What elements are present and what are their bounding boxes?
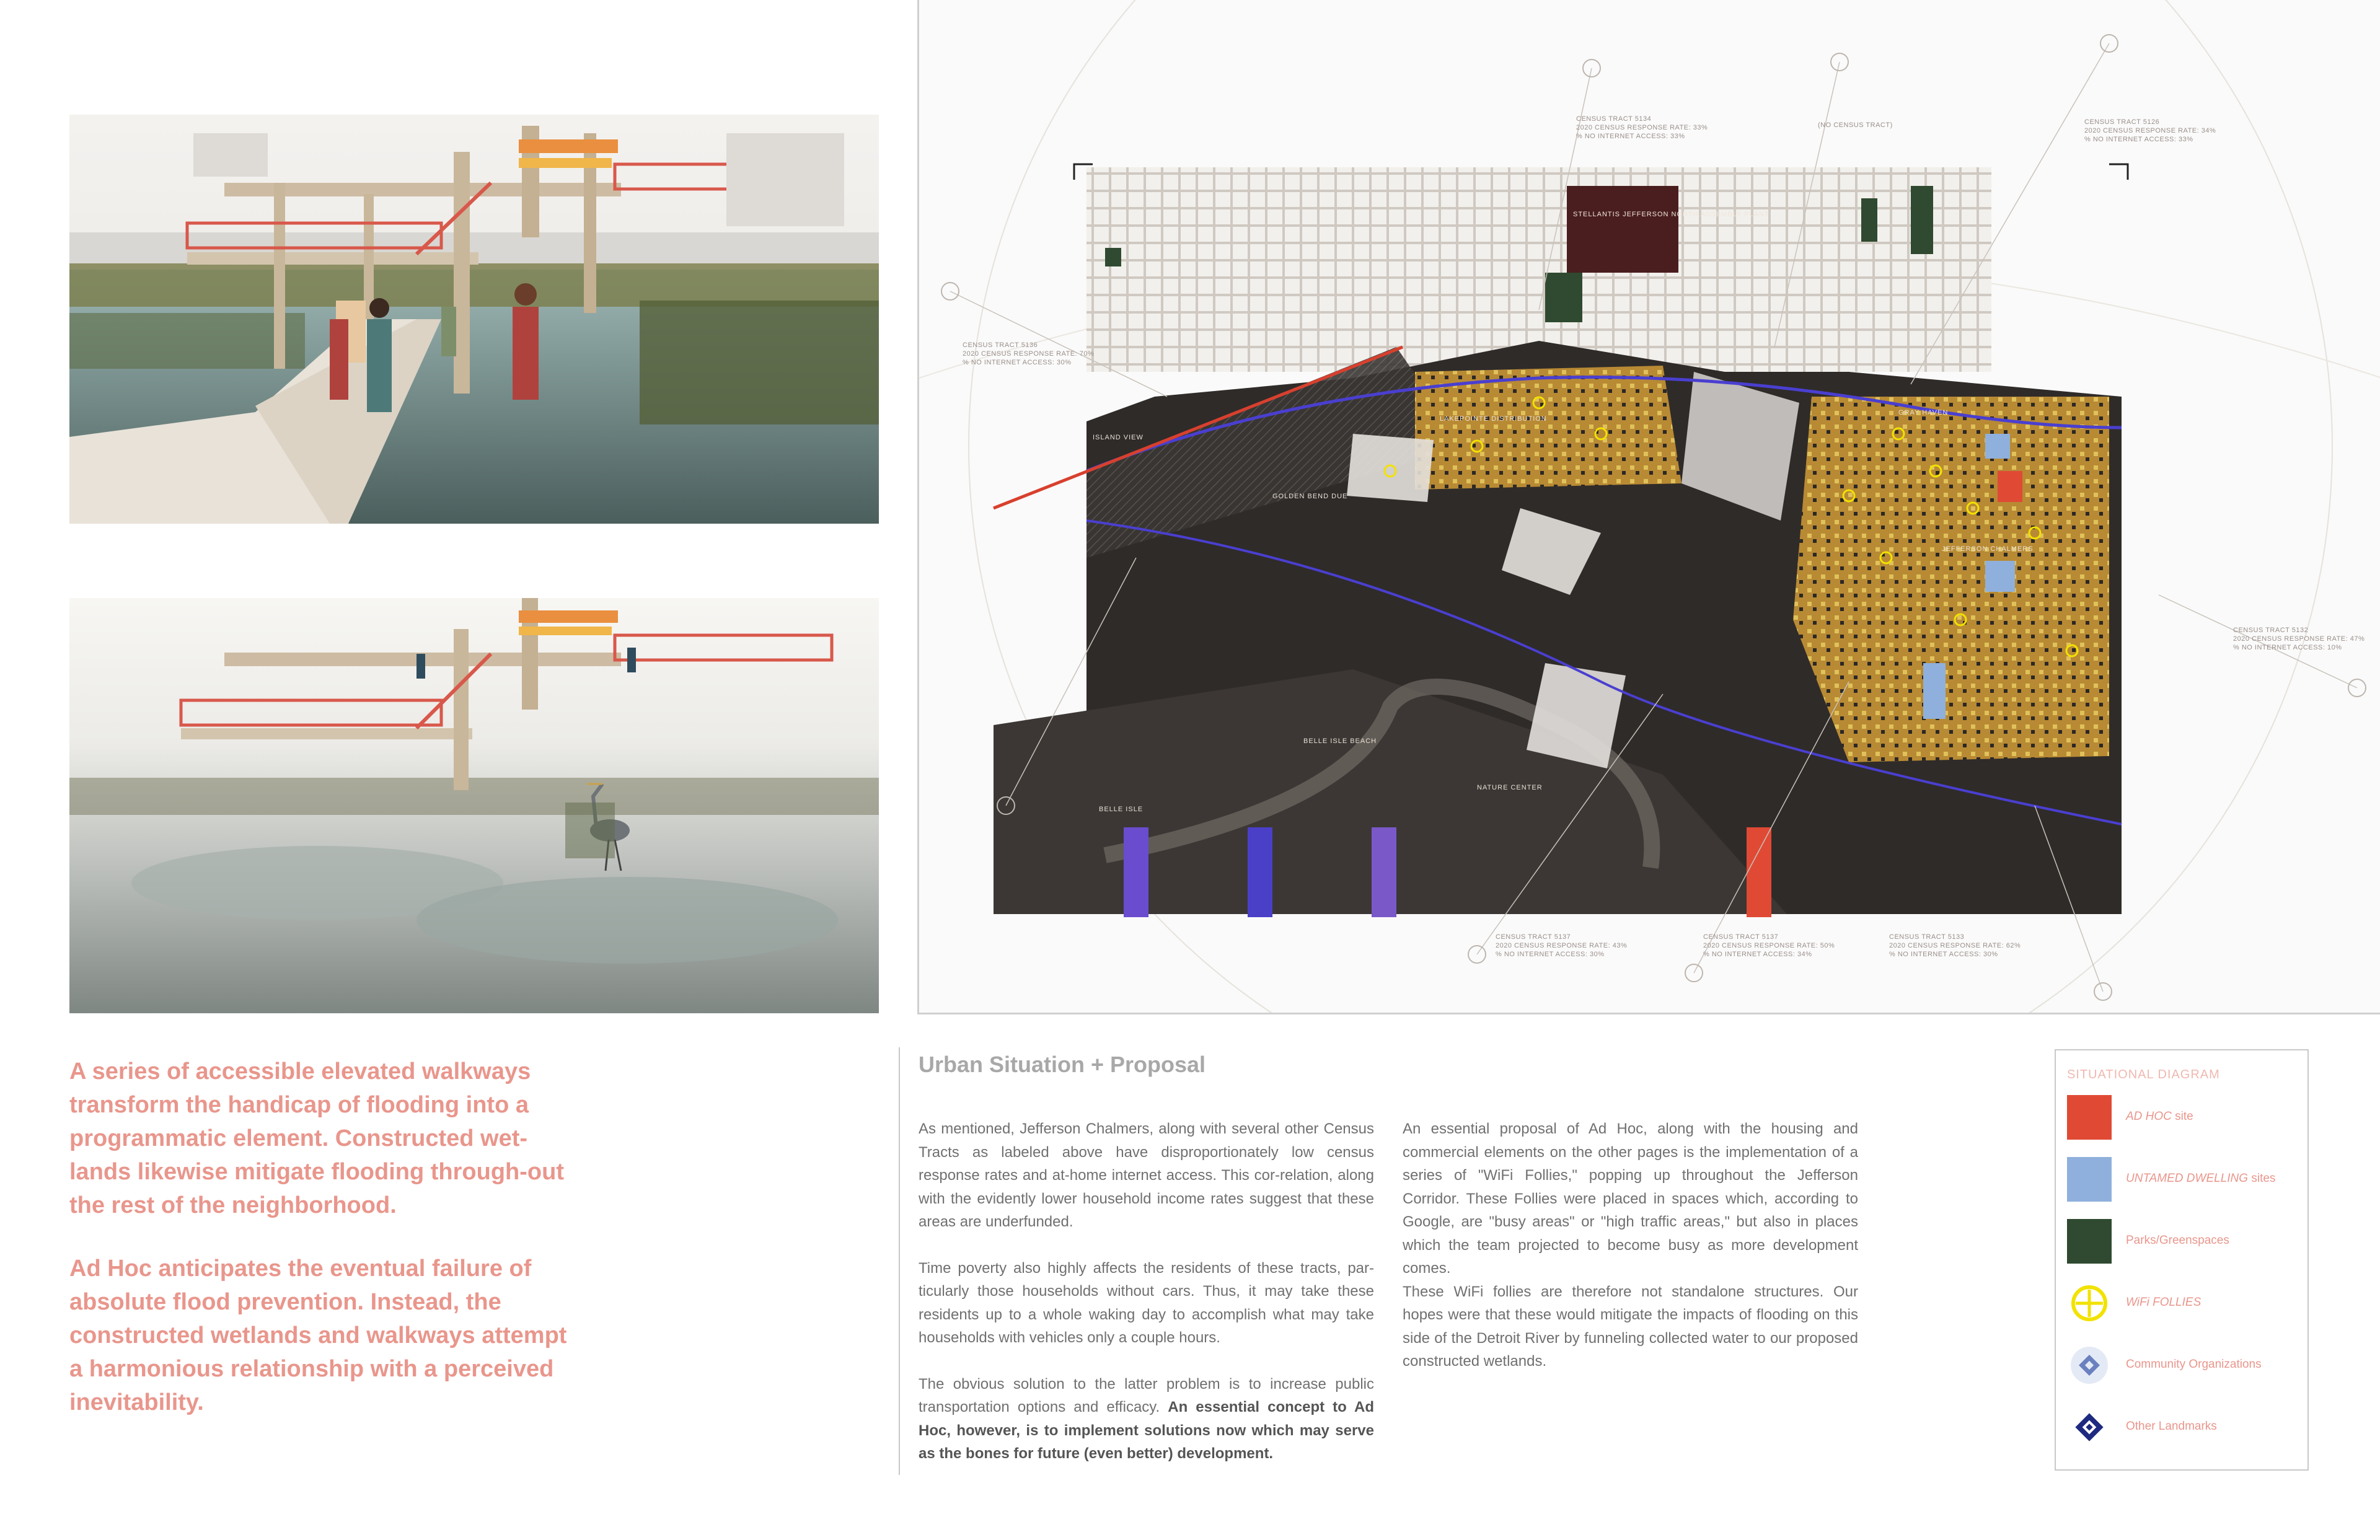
parks-swatch	[2067, 1219, 2112, 1264]
legend-item: AD HOC site	[2067, 1095, 2303, 1140]
tract-label: CENSUS TRACT 5133 2020 CENSUS RESPONSE RATE: 62% % NO INTERNET ACCESS: 30%	[1889, 933, 2021, 958]
lead-statement	[69, 1055, 578, 1449]
column-divider	[899, 1047, 900, 1475]
lead-paragraph: A series of accessible elevated walkways transform the handicap of flooding into a programmatic element. Constructed wet-lands likewise mitigate flooding through-out the rest of the neighborhood.	[69, 1058, 564, 1218]
tract-label: CENSUS TRACT 5137 2020 CENSUS RESPONSE RATE: 43% % NO INTERNET ACCESS: 30%	[1496, 933, 1628, 958]
community-organization-icon	[2067, 1343, 2112, 1388]
body-paragraph: An essential proposal of Ad Hoc, along with the housing and commercial elements on the other pages is the implementation of a series of "WiFi Follies," popping up throughout the Jefferson Corridor. These Follies were placed in spaces which, according to Google, are "busy areas" or "high traffic areas," but also in places which the team projected to become busy as more development comes.	[1403, 1120, 1858, 1277]
boardwalk-illustration	[69, 115, 879, 524]
lead-paragraph: Ad Hoc anticipates the eventual failure of absolute flood prevention. Instead, the constructed wetlands and walkways attempt a harmonious relationship with a perceived inevitability.	[69, 1256, 567, 1415]
place-label: NATURE CENTER	[1477, 784, 1543, 791]
wetland-illustration	[69, 598, 879, 1013]
situational-map	[917, 0, 2380, 1014]
legend-item: WiFi FOLLIES	[2067, 1281, 2303, 1326]
body-paragraph: Time poverty also highly affects the residents of these tracts, par-ticularly those households without cars. Thus, it may take these residents up to a whole waking day to accomplish what may take households with vehicles only a couple hours.	[919, 1259, 1374, 1346]
legend-item: Parks/Greenspaces	[2067, 1219, 2303, 1264]
place-label: LAKEPOINTE DISTRIBUTION	[1440, 415, 1547, 423]
place-label: BELLE ISLE	[1099, 806, 1144, 813]
tract-label: (NO CENSUS TRACT)	[1818, 121, 1893, 129]
body-paragraph: The obvious solution to the latter problem is to increase public transportation options and efficacy. An essential concept to Ad Hoc, however, is to implement solutions now which may serve as the bones for future (even better) development.	[919, 1375, 1374, 1462]
section-title: Urban Situation + Proposal	[919, 1052, 1206, 1077]
ad-hoc-swatch	[2067, 1095, 2112, 1140]
map-graphic	[919, 0, 2380, 1014]
wifi-folly-icon	[2067, 1281, 2112, 1326]
body-paragraph: As mentioned, Jefferson Chalmers, along with several other Census Tracts as labeled above have disproportionately low census response rates and at-home internet access. This cor-relation, along with the evidently lower household income rates suggest that these areas are underfunded.	[919, 1120, 1374, 1230]
tract-label: CENSUS TRACT 5132 2020 CENSUS RESPONSE RATE: 47% % NO INTERNET ACCESS: 10%	[2233, 627, 2365, 651]
place-label: GRAY HAVEN	[1898, 409, 1949, 416]
tract-label: CENSUS TRACT 5137 2020 CENSUS RESPONSE RATE: 50% % NO INTERNET ACCESS: 34%	[1703, 933, 1835, 958]
place-label: JEFFERSON CHALMERS	[1942, 545, 2034, 553]
landmark-icon	[2067, 1405, 2112, 1450]
place-label: BELLE ISLE BEACH	[1303, 737, 1377, 745]
legend-title: SITUATIONAL DIAGRAM	[2067, 1068, 2220, 1081]
body-column-right	[1403, 1117, 1858, 1396]
untamed-dwelling-swatch	[2067, 1157, 2112, 1202]
legend	[2055, 1049, 2309, 1471]
wetland-rendering	[69, 598, 879, 1013]
tract-label: CENSUS TRACT 5136 2020 CENSUS RESPONSE RATE: 70% % NO INTERNET ACCESS: 30%	[963, 341, 1095, 366]
place-label: GOLDEN BEND DUE	[1272, 493, 1348, 500]
place-label: ISLAND VIEW	[1093, 434, 1144, 441]
legend-item: Other Landmarks	[2067, 1405, 2303, 1450]
body-paragraph: These WiFi follies are therefore not standalone structures. Our hopes were that these would mitigate the impacts of flooding on this side of the Detroit River by funneling collected water to our proposed constructed wetlands.	[1403, 1283, 1858, 1370]
place-label: STELLANTIS JEFFERSON NORTH ASSEMBLY PLANT	[1573, 211, 1770, 218]
boardwalk-rendering	[69, 115, 879, 524]
legend-item: UNTAMED DWELLING sites	[2067, 1157, 2303, 1202]
body-column-left	[919, 1117, 1374, 1466]
tract-label: CENSUS TRACT 5126 2020 CENSUS RESPONSE RATE: 34% % NO INTERNET ACCESS: 33%	[2084, 118, 2216, 143]
legend-item: Community Organizations	[2067, 1343, 2303, 1388]
tract-label: CENSUS TRACT 5134 2020 CENSUS RESPONSE RATE: 33% % NO INTERNET ACCESS: 33%	[1576, 115, 1708, 140]
